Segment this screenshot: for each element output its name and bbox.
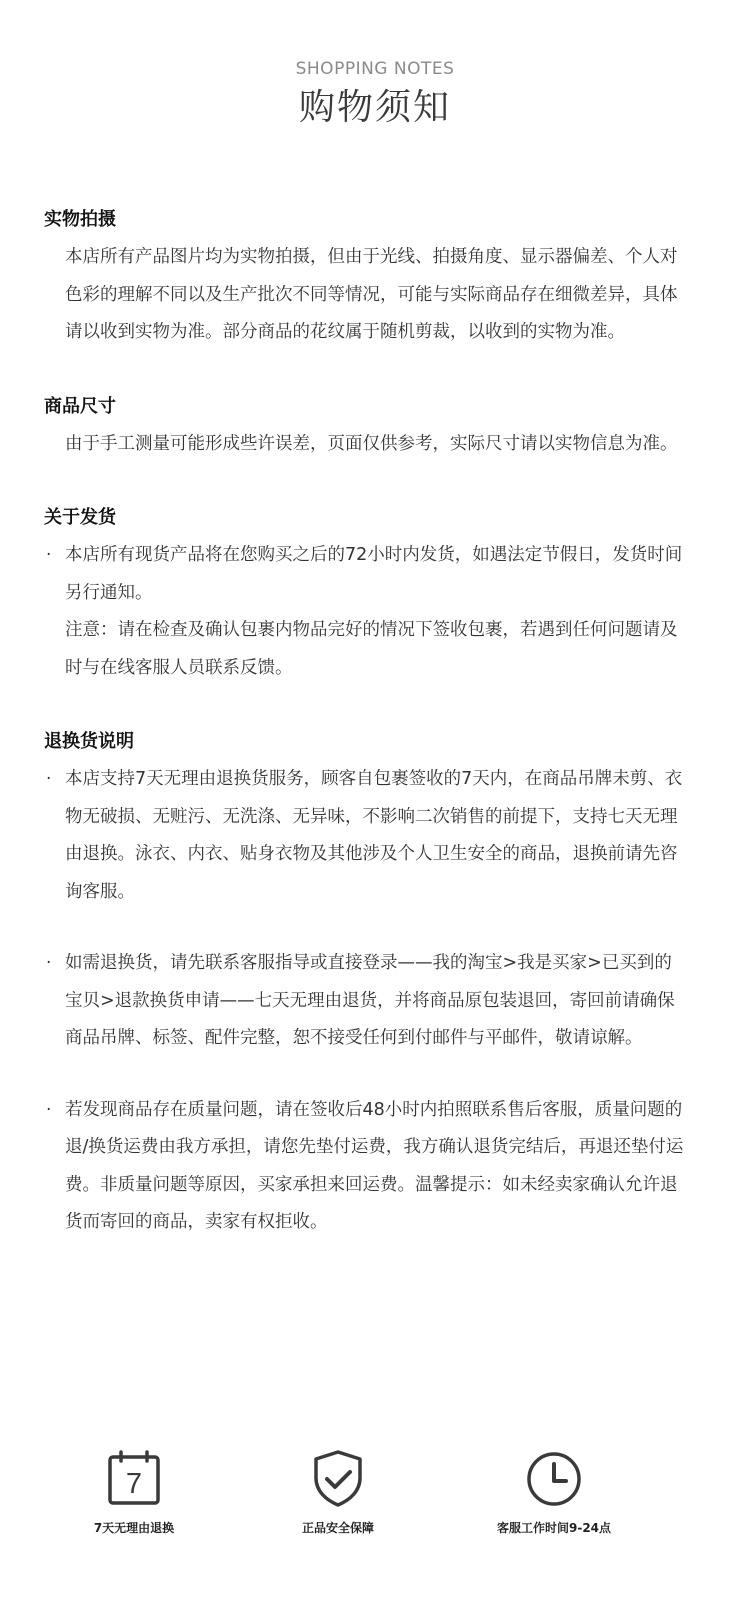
clock-icon [524, 1448, 584, 1508]
feature-label: 客服工作时间9-24点 [496, 1521, 612, 1535]
spacer [44, 1058, 684, 1092]
shield-check-icon [308, 1448, 368, 1508]
bullet-dot: · [46, 545, 52, 565]
section-returns [44, 727, 684, 1242]
feature-label: 正品安全保障 [301, 1521, 374, 1535]
paragraph-text: 本店支持7天无理由退换货服务，顾客自包裹签收的7天内，在商品吊牌未剪、衣物无破损、无赃污、无洗涤、无异味，不影响二次销售的前提下，支持七天无理由退换。泳衣、内衣、贴身衣物及其他涉及个人卫生安全的商品，退换前请先咨询客服。 [65, 769, 683, 902]
paragraph-text: 由于手工测量可能形成些许误差，页面仅供参考，实际尺寸请以实物信息为准。 [65, 433, 678, 454]
service-features [0, 1448, 750, 1548]
paragraph-text: 本店所有现货产品将在您购买之后的72小时内发货，如遇法定节假日，发货时间另行通知。 [65, 545, 683, 603]
bullet-paragraph [44, 1092, 684, 1242]
bullet-paragraph [44, 537, 684, 612]
paragraph-text: 本店所有产品图片均为实物拍摄，但由于光线、拍摄角度、显示器偏差、个人对色彩的理解不同以及生产批次不同等情况，可能与实际商品存在细微差异，具体请以收到实物为准。部分商品的花纹属于随机剪裁，以收到的实物为准。 [65, 247, 678, 342]
calendar-number: 7 [125, 1468, 143, 1500]
spacer [44, 911, 684, 945]
feature-authentic-guarantee [258, 1448, 418, 1536]
bullet-dot: · [46, 953, 52, 973]
paragraph [44, 239, 684, 352]
paragraph-text: 注意：请在检查及确认包裹内物品完好的情况下签收包裹，若遇到任何问题请及时与在线客服人员联系反馈。 [65, 620, 678, 678]
feature-service-hours [474, 1448, 634, 1536]
section-photography [44, 205, 684, 352]
section-title: 关于发货 [44, 507, 116, 528]
bullet-dot: · [46, 1099, 52, 1120]
calendar-7-icon [104, 1448, 164, 1508]
notes-content [44, 205, 684, 1282]
feature-7-day-return [54, 1448, 214, 1536]
page-header [0, 58, 750, 130]
section-size [44, 392, 684, 464]
header-subtitle-en: SHOPPING NOTES [295, 59, 455, 79]
bullet-dot: · [46, 769, 52, 789]
bullet-paragraph [44, 945, 684, 1058]
section-title: 退换货说明 [44, 731, 134, 752]
paragraph-text: 若发现商品存在质量问题，请在签收后48小时内拍照联系售后客服，质量问题的退/换货运费由我方承担，请您先垫付运费，我方确认退货完结后，再退还垫付运费。非质量问题等原因，买家承担来回运费。温馨提示：如未经卖家确认允许退货而寄回的商品，卖家有权拒收。 [65, 1099, 684, 1232]
bullet-paragraph [44, 761, 684, 911]
paragraph [44, 426, 684, 464]
section-shipping [44, 503, 684, 687]
paragraph-text: 如需退换货，请先联系客服指导或直接登录——我的淘宝>我是买家>已买到的宝贝>退款换货申请——七天无理由退货，并将商品原包装退回，寄回前请确保商品吊牌、标签、配件完整，恕不接受任何到付邮件与平邮件，敬请谅解。 [65, 953, 675, 1048]
section-title: 商品尺寸 [44, 395, 116, 417]
page-title: 购物须知 [298, 87, 451, 128]
section-title: 实物拍摄 [44, 209, 116, 230]
feature-label: 7天无理由退换 [93, 1521, 175, 1535]
notice-paragraph [44, 612, 684, 687]
